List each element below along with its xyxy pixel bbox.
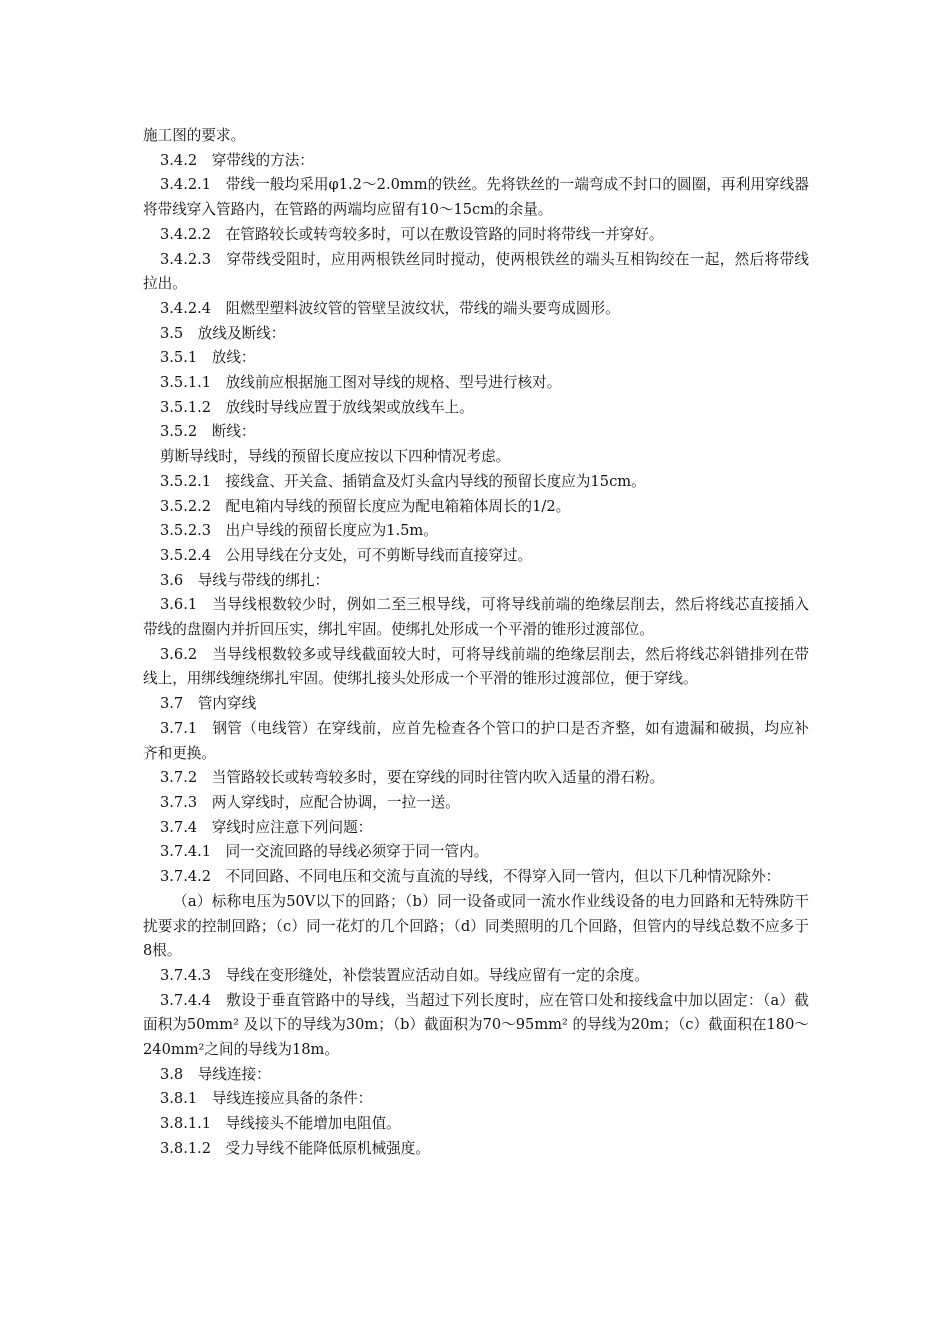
- paragraph: 施工图的要求。: [143, 127, 246, 144]
- paragraph: 3.6.1 当导线根数较少时，例如二至三根导线，可将导线前端的绝缘层削去，然后将线芯直接插入带线的盘圈内并折回压实，绑扎牢固。使绑扎处形成一个平滑的锥形过渡部位。: [143, 596, 809, 639]
- paragraph: 3.4.2.1 带线一般均采用φ1.2～2.0mm的铁丝。先将铁丝的一端弯成不封口的圆圈，再利用穿线器将带线穿入管路内，在管路的两端均应留有10～15cm的余量。: [143, 176, 809, 219]
- paragraph: 3.7.4.3 导线在变形缝处，补偿装置应活动自如。导线应留有一定的余度。: [160, 966, 649, 984]
- section-heading: 3.7.4 穿线时应注意下列问题：: [160, 818, 373, 836]
- paragraph: 3.5.2.4 公用导线在分支处，可不剪断导线而直接穿过。: [160, 546, 533, 564]
- paragraph: 3.4.2.2 在管路较长或转弯较多时，可以在敷设管路的同时将带线一并穿好。: [160, 225, 664, 243]
- paragraph: 3.7.4.4 敷设于垂直管路中的导线，当超过下列长度时，应在管口处和接线盒中加以固定：（a）截面积为50mm² 及以下的导线为30m；（b）截面积为70～95mm² 的导线为20m；（c）截面积在180～240mm²之间的导线为18m。: [143, 991, 809, 1059]
- paragraph: 3.4.2.3 穿带线受阻时，应用两根铁丝同时搅动，使两根铁丝的端头互相钩绞在一起，然后将带线拉出。: [143, 250, 809, 293]
- paragraph: 3.7.4.2 不同回路、不同电压和交流与直流的导线，不得穿入同一管内，但以下几种情况除外：: [160, 868, 781, 886]
- section-heading: 3.5 放线及断线：: [160, 324, 286, 342]
- section-heading: 3.5.1 放线：: [160, 349, 256, 367]
- paragraph: 3.5.2.2 配电箱内导线的预留长度应为配电箱箱体周长的1/2。: [160, 497, 571, 515]
- paragraph: 3.7.3 两人穿线时，应配合协调，一拉一送。: [160, 793, 460, 811]
- paragraph: 3.7.1 钢管（电线管）在穿线前，应首先检查各个管口的护口是否齐整，如有遗漏和破损，均应补齐和更换。: [143, 719, 809, 762]
- paragraph: 剪断导线时，导线的预留长度应按以下四种情况考虑。: [160, 448, 511, 466]
- section-heading: 3.8 导线连接：: [160, 1065, 271, 1083]
- paragraph: 3.5.2.3 出户导线的预留长度应为1.5m。: [160, 522, 438, 540]
- paragraph: 3.8.1.2 受力导线不能降低原机械强度。: [160, 1139, 430, 1157]
- section-heading: 3.6 导线与带线的绑扎：: [160, 571, 330, 589]
- paragraph: 3.7.2 当管路较长或转弯较多时，要在穿线的同时往管内吹入适量的滑石粉。: [160, 769, 665, 787]
- section-heading: 3.7 管内穿线: [160, 695, 257, 713]
- section-heading: 3.4.2 穿带线的方法：: [160, 151, 314, 169]
- paragraph: 3.4.2.4 阻燃型塑料波纹管的管壁呈波纹状，带线的端头要弯成圆形。: [160, 299, 620, 317]
- paragraph: （a）标称电压为50V以下的回路；（b）同一设备或同一流水作业线设备的电力回路和无特殊防干扰要求的控制回路；（c）同一花灯的几个回路；（d）同类照明的几个回路，但管内的导线总数不应多于8根。: [143, 892, 809, 960]
- section-heading: 3.5.2 断线：: [160, 423, 256, 441]
- paragraph: 3.5.2.1 接线盒、开关盒、插销盒及灯头盒内导线的预留长度应为15cm。: [160, 472, 646, 490]
- document-page: [143, 124, 809, 1162]
- paragraph: 3.5.1.1 放线前应根据施工图对导线的规格、型号进行核对。: [160, 374, 562, 392]
- paragraph: 3.7.4.1 同一交流回路的导线必须穿于同一管内。: [160, 843, 489, 861]
- paragraph: 3.6.2 当导线根数较多或导线截面较大时，可将导线前端的绝缘层削去，然后将线芯斜错排列在带线上，用绑线缠绕绑扎牢固。使绑扎接头处形成一个平滑的锥形过渡部位，便于穿线。: [143, 645, 809, 688]
- paragraph: 3.8.1.1 导线接头不能增加电阻值。: [160, 1115, 401, 1133]
- paragraph: 3.5.1.2 放线时导线应置于放线架或放线车上。: [160, 398, 474, 416]
- section-heading: 3.8.1 导线连接应具备的条件：: [160, 1090, 373, 1108]
